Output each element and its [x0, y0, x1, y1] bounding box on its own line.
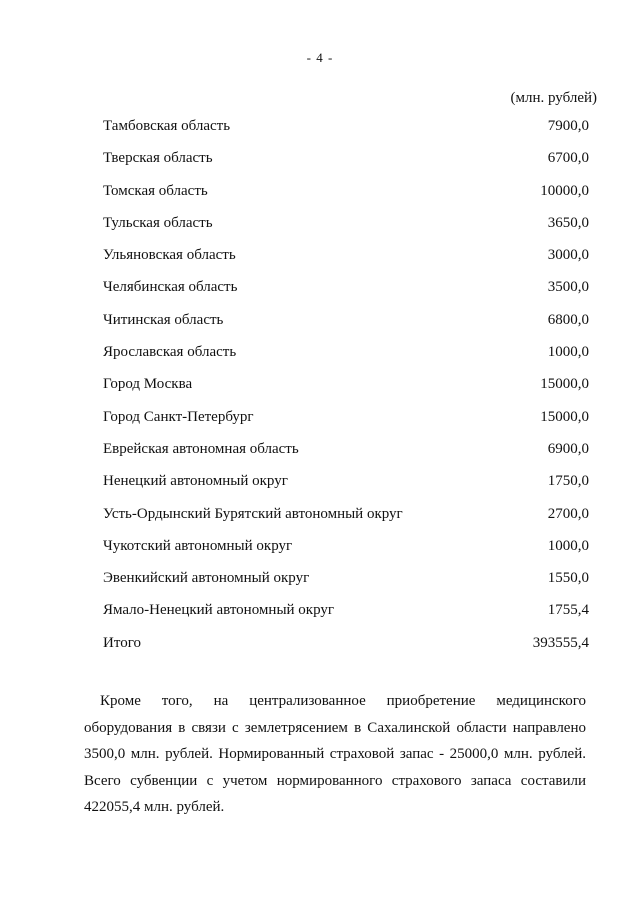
- region-value: 6800,0: [547, 311, 589, 328]
- region-value: 1750,0: [547, 473, 589, 490]
- table-row: [103, 247, 589, 279]
- region-name: Чукотский автономный округ: [103, 537, 293, 554]
- total-value: 393555,4: [532, 634, 589, 651]
- table-row: [103, 312, 589, 344]
- paragraph-line: Кроме того, на централизованное приобретение медицинского: [100, 693, 586, 709]
- region-name: Томская область: [103, 182, 208, 199]
- paragraph-line: 422055,4 млн. рублей.: [84, 799, 225, 816]
- region-name: Ярославская область: [103, 344, 237, 361]
- table-row: [103, 183, 589, 215]
- region-value: 15000,0: [540, 376, 589, 393]
- table-row: [103, 473, 589, 505]
- region-name: Эвенкийский автономный округ: [103, 570, 310, 587]
- table-row: [103, 150, 589, 182]
- region-value: 10000,0: [540, 182, 589, 199]
- units-label: (млн. рублей): [510, 90, 597, 106]
- region-value: 1755,4: [547, 602, 589, 619]
- table-row: [103, 344, 589, 376]
- region-value: 6900,0: [547, 440, 589, 457]
- total-label: Итого: [103, 634, 141, 651]
- page-number: - 4 -: [306, 50, 334, 65]
- total-row: [103, 635, 589, 667]
- paragraph-line: Всего субвенции с учетом нормированного страхового запаса составили: [84, 772, 586, 789]
- region-name: Тамбовская область: [103, 118, 231, 134]
- table-row: [103, 279, 589, 311]
- regions-table: [103, 118, 589, 667]
- region-name: Ямало-Ненецкий автономный округ: [103, 602, 335, 619]
- region-name: Ульяновская область: [103, 247, 236, 264]
- table-row: [103, 441, 589, 473]
- region-value: 6700,0: [547, 150, 589, 167]
- region-value: 3650,0: [547, 214, 589, 231]
- table-row: [103, 538, 589, 570]
- region-value: 7900,0: [547, 118, 589, 134]
- region-value: 15000,0: [540, 408, 589, 425]
- table-row: [103, 506, 589, 538]
- table-row: [103, 215, 589, 247]
- region-value: 3000,0: [547, 247, 589, 264]
- region-name: Тульская область: [103, 214, 213, 231]
- table-row: [103, 602, 589, 634]
- region-name: Еврейская автономная область: [103, 440, 299, 457]
- summary-paragraph: [84, 688, 586, 821]
- region-value: 2700,0: [547, 505, 589, 522]
- region-name: Тверская область: [103, 150, 213, 167]
- paragraph-line: 3500,0 млн. рублей. Нормированный страховой запас - 25000,0 млн. рублей.: [84, 746, 586, 763]
- region-value: 1000,0: [547, 537, 589, 554]
- region-value: 1550,0: [547, 570, 589, 587]
- region-value: 3500,0: [547, 279, 589, 296]
- table-row: [103, 118, 589, 150]
- paragraph-line: оборудования в связи с землетрясением в Сахалинской области направлено: [84, 719, 586, 736]
- region-value: 1000,0: [547, 344, 589, 361]
- region-name: Ненецкий автономный округ: [103, 473, 288, 490]
- table-row: [103, 570, 589, 602]
- region-name: Челябинская область: [103, 279, 238, 296]
- region-name: Город Санкт-Петербург: [103, 408, 254, 425]
- region-name: Город Москва: [103, 376, 193, 393]
- table-row: [103, 409, 589, 441]
- region-name: Усть-Ордынский Бурятский автономный округ: [103, 505, 403, 522]
- region-name: Читинская область: [103, 311, 224, 328]
- table-row: [103, 376, 589, 408]
